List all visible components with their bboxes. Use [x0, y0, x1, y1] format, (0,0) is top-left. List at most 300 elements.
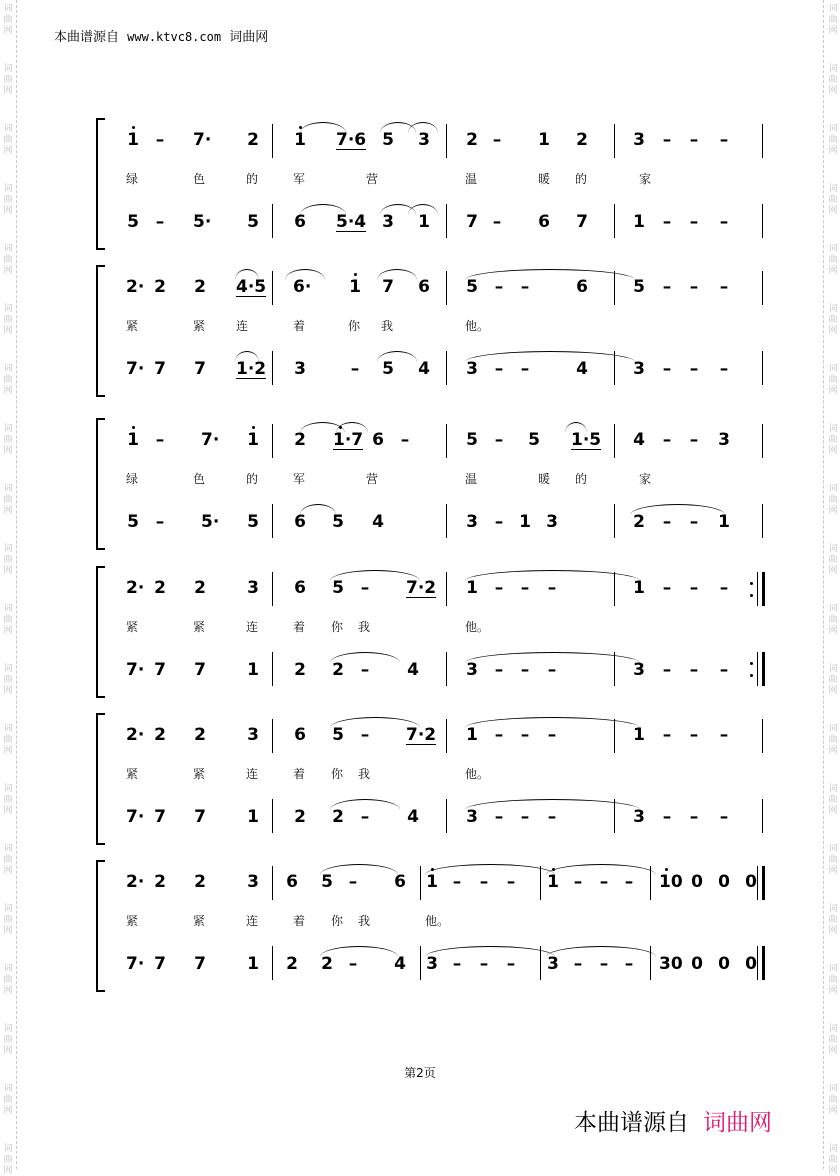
note: –: [520, 807, 530, 827]
note: –: [719, 807, 729, 827]
lyric-syllable: 连: [246, 914, 259, 928]
note: 0: [745, 954, 757, 974]
barline: [272, 652, 273, 686]
score-system: [96, 860, 766, 988]
note: –: [452, 872, 462, 892]
left-watermark-strip: [0, 0, 17, 1176]
watermark-char: 曲: [828, 1155, 838, 1165]
note: 6: [294, 512, 306, 532]
watermark-char: 词: [3, 124, 13, 134]
watermark-char: 曲: [828, 615, 838, 625]
note: 1: [127, 430, 139, 450]
watermark-char: 网: [3, 626, 13, 636]
watermark-char: 曲: [828, 735, 838, 745]
watermark-char: 网: [828, 266, 838, 276]
note: 2: [294, 430, 306, 450]
watermark-char: 曲: [828, 1035, 838, 1045]
watermark-char: 词: [3, 604, 13, 614]
watermark-char: 词: [3, 424, 13, 434]
note: –: [520, 359, 530, 379]
note: –: [599, 872, 609, 892]
note: 5: [127, 512, 139, 532]
note: –: [573, 872, 583, 892]
lyric-syllable: 着: [293, 767, 306, 781]
note: –: [547, 578, 557, 598]
note: 1: [633, 578, 645, 598]
lyric-syllable: 紧: [193, 767, 206, 781]
barline: [446, 204, 447, 238]
watermark-char: 词: [3, 724, 13, 734]
note: –: [492, 130, 502, 150]
note: 2: [194, 277, 206, 297]
lyric-syllable: 我: [358, 767, 371, 781]
watermark-char: 网: [828, 866, 838, 876]
repeat-dot: [750, 582, 753, 585]
watermark-char: 网: [3, 926, 13, 936]
lyric-syllable: 着: [293, 914, 306, 928]
lyric-syllable: 你: [331, 914, 344, 928]
note: 2: [194, 872, 206, 892]
watermark-char: 网: [3, 1046, 13, 1056]
note: –: [400, 430, 410, 450]
note: 7: [466, 212, 478, 232]
barline: [446, 424, 447, 458]
barline: [446, 504, 447, 538]
note: –: [494, 660, 504, 680]
slur-arc: [425, 864, 555, 875]
note: –: [662, 725, 672, 745]
note: 7·: [126, 954, 145, 974]
barline: [762, 799, 763, 833]
note: –: [494, 807, 504, 827]
right-watermark-strip: [823, 0, 840, 1176]
barline: [762, 866, 765, 900]
barline: [420, 946, 421, 980]
note: 1: [466, 725, 478, 745]
note: 1·2: [236, 359, 267, 379]
note: –: [348, 954, 358, 974]
note: 6: [538, 212, 550, 232]
barline: [446, 124, 447, 158]
lyric-syllable: 连: [246, 767, 259, 781]
watermark-char: 词: [3, 904, 13, 914]
watermark-char: 网: [3, 806, 13, 816]
watermark-char: 词: [828, 124, 838, 134]
note: 3: [466, 512, 478, 532]
watermark-char: 曲: [828, 15, 838, 25]
slur-arc: [465, 269, 635, 280]
barline: [272, 572, 273, 606]
lyric-syllable: 紧: [193, 620, 206, 634]
note: 1: [349, 277, 361, 297]
note: 5: [528, 430, 540, 450]
watermark-char: 曲: [3, 435, 13, 445]
lyric-syllable: 你: [331, 767, 344, 781]
note: 5: [466, 277, 478, 297]
lyric-syllable: 温: [465, 172, 478, 186]
watermark-char: 网: [828, 506, 838, 516]
note: 3: [633, 807, 645, 827]
note: 3: [382, 212, 394, 232]
watermark-char: 词: [828, 364, 838, 374]
note: 2: [466, 130, 478, 150]
watermark-char: 曲: [3, 375, 13, 385]
watermark-char: 曲: [3, 975, 13, 985]
lyric-syllable: 暖: [538, 472, 551, 486]
note: 3: [633, 660, 645, 680]
watermark-char: 词: [828, 844, 838, 854]
watermark-char: 曲: [3, 1035, 13, 1045]
slur-arc: [330, 570, 420, 581]
lyric-syllable: 我: [358, 914, 371, 928]
note: 3: [247, 872, 259, 892]
watermark-char: 词: [828, 184, 838, 194]
lyric-syllable: 的: [246, 172, 259, 186]
lyric-syllable: 的: [246, 472, 259, 486]
footer-brand[interactable]: 词曲网: [703, 1110, 772, 1136]
watermark-char: 词: [3, 244, 13, 254]
note: 1: [718, 512, 730, 532]
watermark-char: 词: [828, 604, 838, 614]
note: –: [689, 725, 699, 745]
watermark-char: 网: [3, 266, 13, 276]
note: –: [494, 359, 504, 379]
barline: [272, 271, 273, 305]
note: –: [624, 954, 634, 974]
note: –: [520, 277, 530, 297]
score-system: [96, 566, 766, 694]
note: 3: [633, 359, 645, 379]
note: 3: [633, 130, 645, 150]
note: 5: [382, 359, 394, 379]
watermark-char: 网: [3, 566, 13, 576]
lyric-syllable: 连: [246, 620, 259, 634]
watermark-char: 词: [3, 184, 13, 194]
note: 1: [247, 430, 259, 450]
note: 7: [382, 277, 394, 297]
note: 7: [154, 359, 166, 379]
system-bracket: [96, 860, 105, 992]
watermark-char: 词: [828, 484, 838, 494]
note: 5: [332, 512, 344, 532]
note: 7·: [126, 807, 145, 827]
barline: [762, 204, 763, 238]
system-bracket: [96, 265, 105, 397]
slur-arc: [330, 652, 400, 663]
note: –: [360, 807, 370, 827]
note: 6: [294, 578, 306, 598]
note: 7: [154, 660, 166, 680]
note: –: [662, 807, 672, 827]
note: –: [719, 359, 729, 379]
watermark-char: 网: [3, 686, 13, 696]
note: –: [719, 130, 729, 150]
watermark-char: 词: [3, 304, 13, 314]
note: 1·7: [333, 430, 364, 450]
lyric-syllable: 紧: [126, 767, 139, 781]
watermark-char: 词: [828, 1144, 838, 1154]
system-bracket: [96, 118, 105, 250]
lyric-syllable: 家: [639, 472, 652, 486]
note: 7: [194, 954, 206, 974]
slur-arc: [330, 717, 420, 728]
repeat-dot: [750, 594, 753, 597]
note: 0: [691, 954, 703, 974]
lyric-syllable: 紧: [193, 914, 206, 928]
note: –: [662, 359, 672, 379]
watermark-char: 网: [828, 1046, 838, 1056]
lyric-syllable: 他。: [465, 620, 490, 634]
watermark-char: 曲: [828, 315, 838, 325]
repeat-dot: [750, 674, 753, 677]
watermark-char: 网: [828, 326, 838, 336]
barline: [614, 504, 615, 538]
watermark-char: 网: [828, 206, 838, 216]
watermark-char: 网: [828, 626, 838, 636]
note: 7·: [126, 660, 145, 680]
watermark-char: 曲: [3, 135, 13, 145]
barline: [272, 866, 273, 900]
watermark-char: 词: [828, 304, 838, 314]
note: 7·6: [336, 130, 367, 150]
header-url[interactable]: www.ktvc8.com: [127, 30, 222, 44]
watermark-char: 词: [828, 424, 838, 434]
note: –: [662, 512, 672, 532]
note: 7: [576, 212, 588, 232]
note: 5·: [201, 512, 220, 532]
note: 2: [154, 578, 166, 598]
note: 5: [127, 212, 139, 232]
note: –: [348, 872, 358, 892]
watermark-char: 词: [828, 964, 838, 974]
note: 2: [576, 130, 588, 150]
note: 7·2: [406, 578, 437, 598]
watermark-char: 曲: [828, 495, 838, 505]
note: –: [689, 359, 699, 379]
watermark-char: 词: [3, 664, 13, 674]
watermark-char: 曲: [3, 855, 13, 865]
note: 1: [633, 725, 645, 745]
note: 5: [332, 725, 344, 745]
slur-arc: [285, 269, 325, 280]
lyric-syllable: 着: [293, 319, 306, 333]
note: –: [547, 660, 557, 680]
score-system: [96, 118, 766, 246]
note: –: [573, 954, 583, 974]
note: –: [155, 512, 165, 532]
barline: [762, 124, 763, 158]
note: 2: [194, 725, 206, 745]
watermark-char: 词: [3, 4, 13, 14]
note: 5: [247, 212, 259, 232]
slur-arc: [425, 946, 555, 957]
note: 7: [194, 660, 206, 680]
lyric-syllable: 紧: [193, 319, 206, 333]
note: 6: [394, 872, 406, 892]
lyric-syllable: 他。: [425, 914, 450, 928]
watermark-char: 词: [828, 544, 838, 554]
note: 6: [294, 212, 306, 232]
watermark-char: 网: [828, 686, 838, 696]
note: 2: [294, 660, 306, 680]
note: –: [719, 212, 729, 232]
note: 1: [519, 512, 531, 532]
note: –: [350, 359, 360, 379]
note: –: [547, 725, 557, 745]
watermark-char: 曲: [828, 135, 838, 145]
note: –: [479, 954, 489, 974]
note: 3: [294, 359, 306, 379]
barline: [614, 424, 615, 458]
repeat-dot: [750, 662, 753, 665]
note: 6: [576, 277, 588, 297]
barline: [762, 271, 763, 305]
note: –: [360, 660, 370, 680]
slur-arc: [300, 204, 346, 215]
watermark-char: 网: [828, 386, 838, 396]
note: 1: [466, 578, 478, 598]
barline: [446, 271, 447, 305]
slur-arc: [630, 504, 725, 515]
note: –: [662, 430, 672, 450]
watermark-char: 曲: [3, 1095, 13, 1105]
note: 3: [247, 725, 259, 745]
note: 5: [382, 130, 394, 150]
note: –: [360, 578, 370, 598]
lyric-syllable: 军: [293, 172, 306, 186]
watermark-char: 网: [828, 986, 838, 996]
watermark-char: 曲: [828, 975, 838, 985]
note: 3: [426, 954, 438, 974]
slur-arc: [336, 422, 368, 433]
lyric-syllable: 暖: [538, 172, 551, 186]
note: –: [719, 660, 729, 680]
slur-arc: [320, 864, 398, 875]
note: 3: [466, 359, 478, 379]
watermark-char: 词: [3, 1024, 13, 1034]
watermark-char: 网: [828, 806, 838, 816]
note: –: [492, 212, 502, 232]
barline: [272, 351, 273, 385]
note: 2: [332, 660, 344, 680]
note: 3: [547, 954, 559, 974]
watermark-char: 网: [3, 206, 13, 216]
note: –: [494, 512, 504, 532]
note: –: [719, 277, 729, 297]
note: 7: [194, 359, 206, 379]
system-bracket: [96, 566, 105, 698]
note: 5: [321, 872, 333, 892]
watermark-char: 曲: [3, 195, 13, 205]
lyric-syllable: 紧: [126, 319, 139, 333]
barline: [762, 504, 763, 538]
note: –: [506, 954, 516, 974]
note: –: [719, 725, 729, 745]
note: 2: [154, 725, 166, 745]
watermark-char: 词: [3, 484, 13, 494]
page-header: [54, 26, 268, 45]
barline: [757, 652, 758, 686]
note: –: [155, 130, 165, 150]
watermark-char: 曲: [3, 75, 13, 85]
score-system: [96, 713, 766, 841]
note: 1: [426, 872, 438, 892]
watermark-char: 网: [828, 26, 838, 36]
note: –: [662, 277, 672, 297]
note: –: [494, 578, 504, 598]
note: 5: [332, 578, 344, 598]
note: 1·5: [571, 430, 602, 450]
barline: [272, 946, 273, 980]
watermark-char: 词: [3, 1084, 13, 1094]
slur-arc: [235, 351, 259, 362]
watermark-char: 网: [3, 26, 13, 36]
note: 2·: [126, 277, 145, 297]
barline: [757, 572, 758, 606]
lyric-syllable: 他。: [465, 767, 490, 781]
lyric-syllable: 我: [381, 319, 394, 333]
lyric-syllable: 色: [193, 172, 206, 186]
note: 5·4: [336, 212, 367, 232]
barline: [762, 652, 765, 686]
watermark-char: 词: [3, 784, 13, 794]
note: 4: [418, 359, 430, 379]
lyric-syllable: 的: [575, 472, 588, 486]
note: 2: [194, 578, 206, 598]
watermark-char: 曲: [828, 375, 838, 385]
watermark-char: 网: [3, 386, 13, 396]
watermark-char: 曲: [3, 555, 13, 565]
barline: [762, 719, 763, 753]
note: 3: [418, 130, 430, 150]
slur-arc: [408, 204, 438, 215]
watermark-char: 网: [3, 86, 13, 96]
header-prefix: 本曲谱源自: [54, 30, 120, 45]
lyric-syllable: 温: [465, 472, 478, 486]
slur-arc: [377, 351, 417, 362]
watermark-char: 曲: [3, 735, 13, 745]
note: 4: [372, 512, 384, 532]
note: –: [506, 872, 516, 892]
watermark-char: 词: [3, 64, 13, 74]
watermark-char: 网: [828, 446, 838, 456]
watermark-char: 曲: [3, 495, 13, 505]
note: 5: [633, 277, 645, 297]
system-bracket: [96, 418, 105, 550]
watermark-char: 词: [828, 1024, 838, 1034]
watermark-char: 曲: [828, 675, 838, 685]
note: 1: [538, 130, 550, 150]
watermark-char: 网: [3, 866, 13, 876]
note: 1: [247, 660, 259, 680]
watermark-char: 网: [3, 506, 13, 516]
watermark-char: 曲: [828, 555, 838, 565]
watermark-char: 网: [3, 1166, 13, 1176]
watermark-char: 词: [3, 1144, 13, 1154]
note: 3: [247, 578, 259, 598]
watermark-char: 词: [828, 4, 838, 14]
note: 1: [247, 954, 259, 974]
page-footer: [574, 1104, 772, 1137]
barline: [272, 424, 273, 458]
lyric-syllable: 绿: [126, 172, 139, 186]
note: –: [520, 725, 530, 745]
note: –: [689, 212, 699, 232]
note: –: [689, 807, 699, 827]
watermark-char: 曲: [3, 915, 13, 925]
note: –: [520, 660, 530, 680]
note: –: [689, 660, 699, 680]
